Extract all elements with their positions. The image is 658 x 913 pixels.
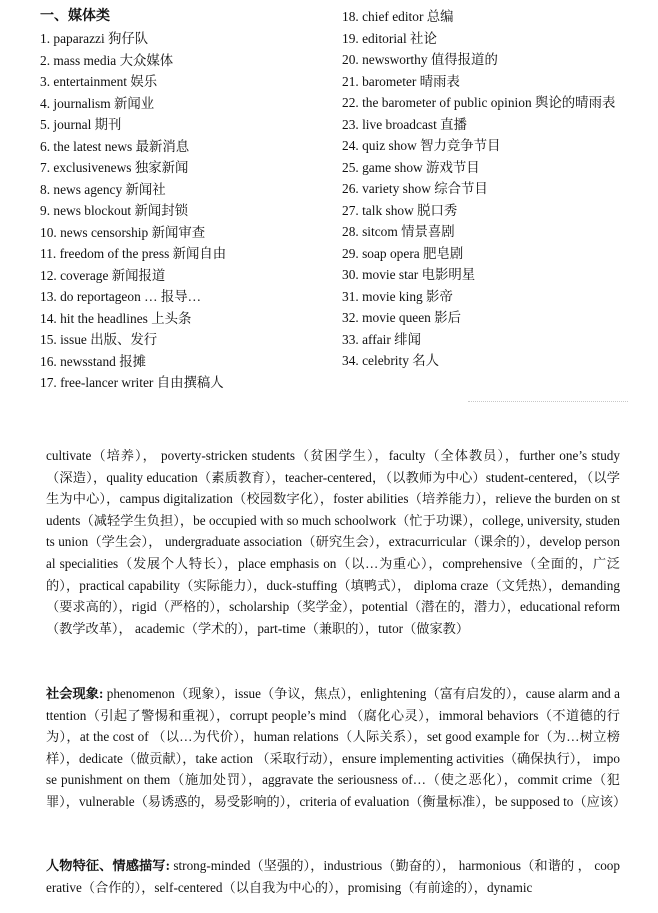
divider [468, 401, 628, 402]
list-item: 10. news censorship 新闻审查 [40, 224, 206, 240]
section-heading-media: 一、媒体类 [40, 9, 110, 24]
list-item: 27. talk show 脱口秀 [342, 202, 458, 218]
list-item: 24. quiz show 智力竞争节目 [342, 138, 501, 153]
list-item: 3. entertainment 娱乐 [40, 74, 158, 89]
list-item: 22. the barometer of public opinion 舆论的晴雨表 [342, 95, 616, 110]
character-vocabulary-paragraph [46, 855, 620, 898]
society-text: phenomenon（现象），issue（争议，焦点），enlightening（富有启发的），cause alarm and attention（引起了警惕和重视），corrupt people’s mind （腐化心灵），immoral behaviors（不道德的行为），at the cost of （以…为代价），human relations（人际关系），set good example for（为…树立榜样），dedicate（做贡献），take action （采取行动），ensure implementing activities（确保执行）， impose punishment on them（施加处罚），aggravate the seriousness of…（使之恶化），commit crime（犯罪），vulnerable（易诱惑的，易受影响的），criteria of evaluation（衡量标准），be supposed to（应该） [46, 686, 627, 809]
list-item: 1. paparazzi 狗仔队 [40, 31, 149, 46]
list-item: 6. the latest news 最新消息 [40, 138, 190, 154]
list-item: 20. newsworthy 值得报道的 [342, 52, 498, 67]
list-item: 29. soap opera 肥皂剧 [342, 245, 464, 261]
education-vocabulary-paragraph: cultivate（培养）， poverty-stricken students（贫困学生），faculty（全体教员），further one’s study （深造），quality education（素质教育），teacher-centered，（以教师为中心）student-centered，（以学生为中心），campus digitalization（校园数字化），foster abilities（培养能力），relieve the burden on students（减轻学生负担），be occupied with so much schoolwork（忙于功课），college, university, students union（学生会）， undergraduate association（研究生会），extracurricular（课余的），develop personal specialities（发展个人特长），place emphasis on（以…为重心），comprehensive（全面的，广泛的），practical capability（实际能力），duck-stuffing（填鸭式）， diploma craze（文凭热），demanding（要求高的），rigid（严格的），scholarship（奖学金），potential（潜在的，潜力），educational reform（教学改革）， academic（学术的），part-time（兼职的），tutor（做家教） [46, 448, 620, 636]
list-item: 31. movie king 影帝 [342, 288, 453, 304]
list-item: 7. exclusivenews 独家新闻 [40, 160, 189, 175]
media-list-right [342, 6, 632, 372]
list-item: 16. newsstand 报摊 [40, 353, 147, 369]
society-vocabulary-paragraph [46, 683, 627, 813]
list-item: 15. issue 出版、发行 [40, 332, 158, 347]
list-item: 23. live broadcast 直播 [342, 116, 467, 132]
list-item: 2. mass media 大众媒体 [40, 52, 174, 68]
list-item: 8. news agency 新闻社 [40, 181, 166, 197]
list-item: 4. journalism 新闻业 [40, 95, 155, 111]
section-title-character: 人物特征、情感描写: [46, 858, 170, 873]
list-item: 11. freedom of the press 新闻自由 [40, 246, 227, 261]
list-item: 14. hit the headlines 上头条 [40, 310, 192, 326]
list-item: 32. movie queen 影后 [342, 310, 462, 325]
list-item: 33. affair 绯闻 [342, 331, 421, 347]
media-list-left [40, 6, 330, 394]
section-title-society: 社会现象: [46, 686, 104, 701]
list-item: 30. movie star 电影明星 [342, 267, 476, 282]
list-item: 25. game show 游戏节目 [342, 159, 480, 175]
list-item: 9. news blockout 新闻封锁 [40, 203, 189, 218]
list-item: 18. chief editor 总编 [342, 9, 454, 24]
list-item: 5. journal 期刊 [40, 117, 122, 132]
list-item: 13. do reportageon … 报导… [40, 289, 202, 304]
list-item: 26. variety show 综合节目 [342, 181, 488, 196]
list-item: 28. sitcom 情景喜剧 [342, 224, 455, 239]
list-item: 17. free-lancer writer 自由撰稿人 [40, 375, 224, 390]
list-item: 12. coverage 新闻报道 [40, 267, 166, 283]
list-item: 19. editorial 社论 [342, 30, 437, 46]
list-item: 34. celebrity 名人 [342, 353, 440, 368]
character-text: strong-minded（坚强的），industrious（勤奋的）， harmonious（和谐的 ， cooperative（合作的），self-centered（以自我为中心的），promising（有前途的），dynamic [46, 858, 620, 895]
list-item: 21. barometer 晴雨表 [342, 73, 460, 89]
